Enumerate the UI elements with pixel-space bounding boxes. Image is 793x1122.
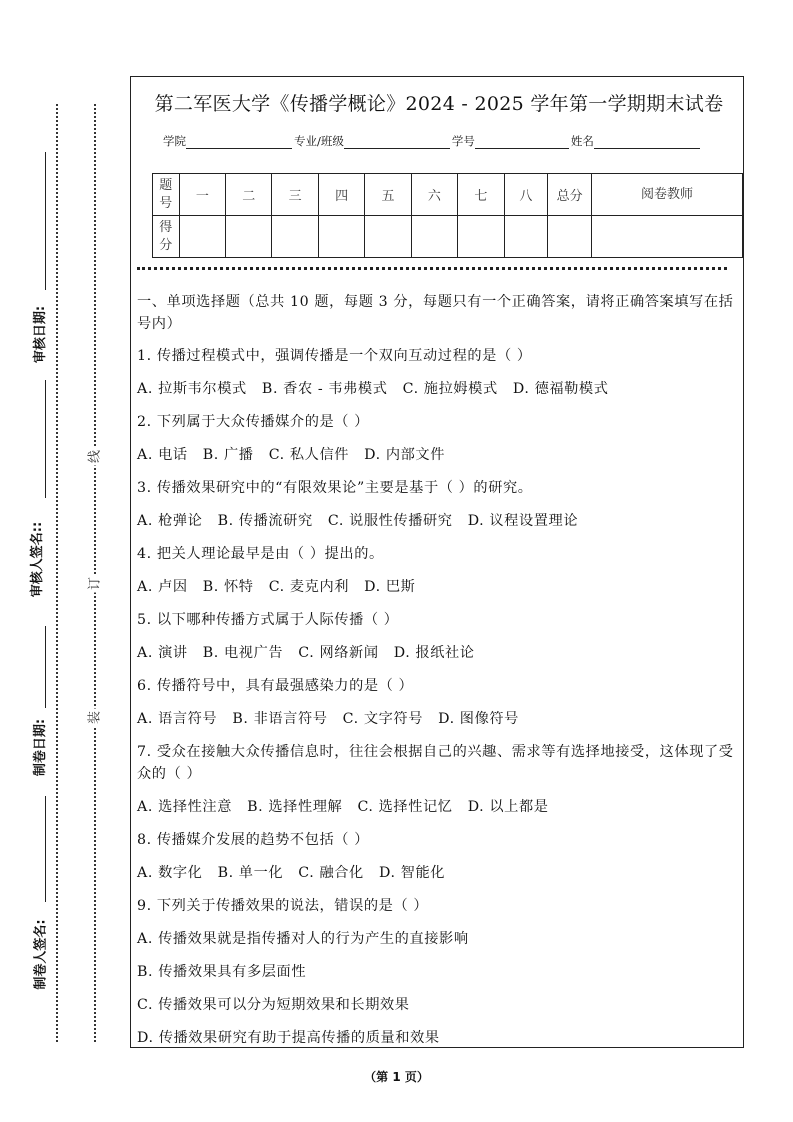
major-class-field[interactable] bbox=[344, 136, 450, 149]
header-col-6: 六 bbox=[411, 174, 457, 216]
score-table bbox=[152, 173, 743, 258]
option-5b: B. 电视广告 bbox=[202, 645, 284, 661]
score-row-label: 得分 bbox=[153, 216, 180, 258]
question-2: 2. 下列属于大众传播媒介的是（ ） bbox=[137, 414, 369, 430]
header-col-3: 三 bbox=[272, 174, 318, 216]
option-6b: B. 非语言符号 bbox=[232, 711, 328, 727]
question-section bbox=[137, 291, 741, 1060]
option-4a: A. 卢因 bbox=[137, 579, 188, 595]
header-col-8: 八 bbox=[504, 174, 548, 216]
make-date-label: 制卷日期: bbox=[33, 718, 49, 777]
college-label: 学院 bbox=[163, 134, 186, 148]
score-cell-grader[interactable] bbox=[592, 216, 743, 258]
options-3 bbox=[137, 510, 741, 532]
option-5d: D. 报纸社论 bbox=[393, 645, 475, 661]
page-number: （第 1 页） bbox=[364, 1070, 429, 1084]
option-7d: D. 以上都是 bbox=[467, 799, 549, 815]
option-4d: D. 巴斯 bbox=[364, 579, 416, 595]
score-table-header-row bbox=[153, 174, 743, 216]
question-9: 9. 下列关于传播效果的说法，错误的是（ ） bbox=[137, 898, 429, 914]
options-6 bbox=[137, 708, 741, 730]
option-8c: C. 融合化 bbox=[298, 865, 364, 881]
score-table-score-row bbox=[153, 216, 743, 258]
score-cell-3[interactable] bbox=[272, 216, 318, 258]
header-col-4: 四 bbox=[318, 174, 364, 216]
student-id-field[interactable] bbox=[475, 136, 569, 149]
option-4b: B. 怀特 bbox=[202, 579, 254, 595]
dotted-separator bbox=[137, 267, 727, 270]
exam-title: 第二军医大学《传播学概论》2024 - 2025 学年第一学期期末试卷 bbox=[154, 93, 724, 115]
option-1a: A. 拉斯韦尔模式 bbox=[137, 381, 247, 397]
question-7: 7. 受众在接触大众传播信息时，往往会根据自己的兴趣、需求等有选择地接受，这体现了受众的（ ） bbox=[137, 744, 734, 782]
option-7c: C. 选择性记忆 bbox=[357, 799, 453, 815]
make-date-line bbox=[45, 626, 46, 708]
option-9d: D. 传播效果研究有助于提高传播的质量和效果 bbox=[137, 1030, 440, 1046]
option-6a: A. 语言符号 bbox=[137, 711, 218, 727]
option-9c: C. 传播效果可以分为短期效果和长期效果 bbox=[137, 997, 410, 1013]
student-id-label: 学号 bbox=[451, 134, 475, 148]
option-1d: D. 德福勒模式 bbox=[512, 381, 609, 397]
option-3a: A. 枪弹论 bbox=[137, 513, 203, 529]
score-cell-1[interactable] bbox=[179, 216, 225, 258]
option-1c: C. 施拉姆模式 bbox=[402, 381, 498, 397]
header-col-2: 二 bbox=[226, 174, 272, 216]
question-4: 4. 把关人理论最早是由（ ）提出的。 bbox=[137, 546, 384, 562]
option-4c: C. 麦克内利 bbox=[268, 579, 350, 595]
option-1b: B. 香农 - 韦弗模式 bbox=[261, 381, 388, 397]
binding-dotted-line-outer bbox=[56, 104, 58, 1042]
option-2a: A. 电话 bbox=[137, 447, 188, 463]
header-col-5: 五 bbox=[365, 174, 411, 216]
major-class-label: 专业/班级 bbox=[294, 134, 344, 148]
option-6c: C. 文字符号 bbox=[342, 711, 423, 727]
maker-signature-label: 制卷人签名: bbox=[33, 919, 49, 990]
option-3b: B. 传播流研究 bbox=[217, 513, 313, 529]
option-5a: A. 演讲 bbox=[137, 645, 188, 661]
student-info-row bbox=[163, 133, 702, 149]
option-2c: C. 私人信件 bbox=[268, 447, 350, 463]
options-7 bbox=[137, 796, 741, 818]
question-5: 5. 以下哪种传播方式属于人际传播（ ） bbox=[137, 612, 399, 628]
name-label: 姓名 bbox=[570, 134, 594, 148]
option-9b: B. 传播效果具有多层面性 bbox=[137, 964, 307, 980]
maker-signature-line bbox=[45, 796, 46, 902]
score-cell-6[interactable] bbox=[411, 216, 457, 258]
header-col-7: 七 bbox=[458, 174, 504, 216]
option-9a: A. 传播效果就是指传播对人的行为产生的直接影响 bbox=[137, 931, 469, 947]
options-5 bbox=[137, 642, 741, 664]
section-heading: 一、单项选择题（总共 10 题，每题 3 分，每题只有一个正确答案，请将正确答案填写在括号内） bbox=[137, 294, 734, 332]
score-cell-5[interactable] bbox=[365, 216, 411, 258]
option-2b: B. 广播 bbox=[202, 447, 254, 463]
question-8: 8. 传播媒介发展的趋势不包括（ ） bbox=[137, 832, 369, 848]
bind-mark-bind: 装 bbox=[84, 709, 103, 727]
question-3: 3. 传播效果研究中的“有限效果论”主要是基于（ ）的研究。 bbox=[137, 480, 533, 496]
review-date-line bbox=[45, 152, 46, 290]
option-2d: D. 内部文件 bbox=[364, 447, 446, 463]
options-2 bbox=[137, 444, 741, 466]
header-grader: 阅卷教师 bbox=[592, 174, 743, 216]
option-7a: A. 选择性注意 bbox=[137, 799, 233, 815]
options-8 bbox=[137, 862, 741, 884]
option-7b: B. 选择性理解 bbox=[247, 799, 343, 815]
option-8b: B. 单一化 bbox=[217, 865, 284, 881]
binding-dotted-line-inner bbox=[94, 104, 96, 1042]
option-3c: C. 说服性传播研究 bbox=[327, 513, 453, 529]
score-cell-total[interactable] bbox=[548, 216, 592, 258]
college-field[interactable] bbox=[186, 136, 292, 149]
reviewer-signature-line bbox=[45, 380, 46, 498]
options-1 bbox=[137, 378, 741, 400]
options-4 bbox=[137, 576, 741, 598]
option-3d: D. 议程设置理论 bbox=[467, 513, 579, 529]
option-6d: D. 图像符号 bbox=[438, 711, 519, 727]
score-cell-7[interactable] bbox=[458, 216, 504, 258]
question-6: 6. 传播符号中，具有最强感染力的是（ ） bbox=[137, 678, 414, 694]
bind-mark-line: 线 bbox=[84, 448, 103, 466]
option-8a: A. 数字化 bbox=[137, 865, 203, 881]
exam-frame bbox=[130, 76, 744, 1048]
reviewer-signature-label: 审核人签名:: bbox=[30, 521, 46, 598]
name-field[interactable] bbox=[594, 136, 700, 149]
bind-mark-staple: 订 bbox=[84, 575, 103, 593]
option-5c: C. 网络新闻 bbox=[298, 645, 379, 661]
score-cell-4[interactable] bbox=[318, 216, 364, 258]
header-total: 总分 bbox=[548, 174, 592, 216]
header-col-1: 一 bbox=[179, 174, 225, 216]
review-date-label: 审核日期: bbox=[33, 305, 49, 364]
question-1: 1. 传播过程模式中，强调传播是一个双向互动过程的是（ ） bbox=[137, 348, 532, 364]
score-cell-2[interactable] bbox=[226, 216, 272, 258]
option-8d: D. 智能化 bbox=[378, 865, 446, 881]
header-question-no: 题号 bbox=[153, 174, 180, 216]
score-cell-8[interactable] bbox=[504, 216, 548, 258]
